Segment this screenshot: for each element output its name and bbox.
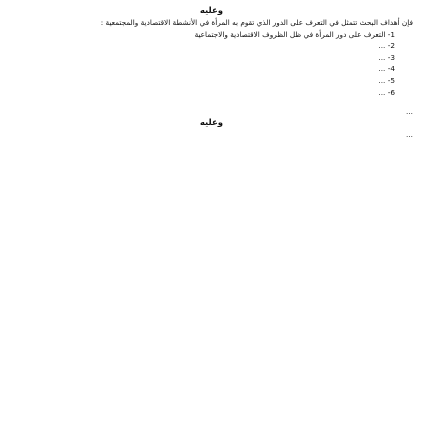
spacer [10,98,413,106]
closing-paragraph [10,129,413,141]
objective-item: 3- ... [378,52,395,62]
objective-item: 1- التعرف على دور المرأة في ظل الظروف الاقتصادية والاجتماعية [194,29,395,39]
closing-heading: وعليه [199,117,224,128]
paragraph-line: ... [406,107,413,117]
objective-item: 4- ... [378,64,395,74]
intro-line: فإن أهداف البحث تتمثل في التعرف على الدور الذي تقوم به المرأة في الأنشطة الاقتصادية والمجتمعية : [100,18,413,27]
objectives-list [10,29,413,99]
paragraph-line: ... [406,129,413,139]
objective-item: 5- ... [378,75,395,85]
objective-item: 6- ... [378,87,395,97]
section-heading: وعليه [199,6,224,16]
objective-item: 2- ... [378,41,395,51]
paragraph-2 [10,106,413,118]
